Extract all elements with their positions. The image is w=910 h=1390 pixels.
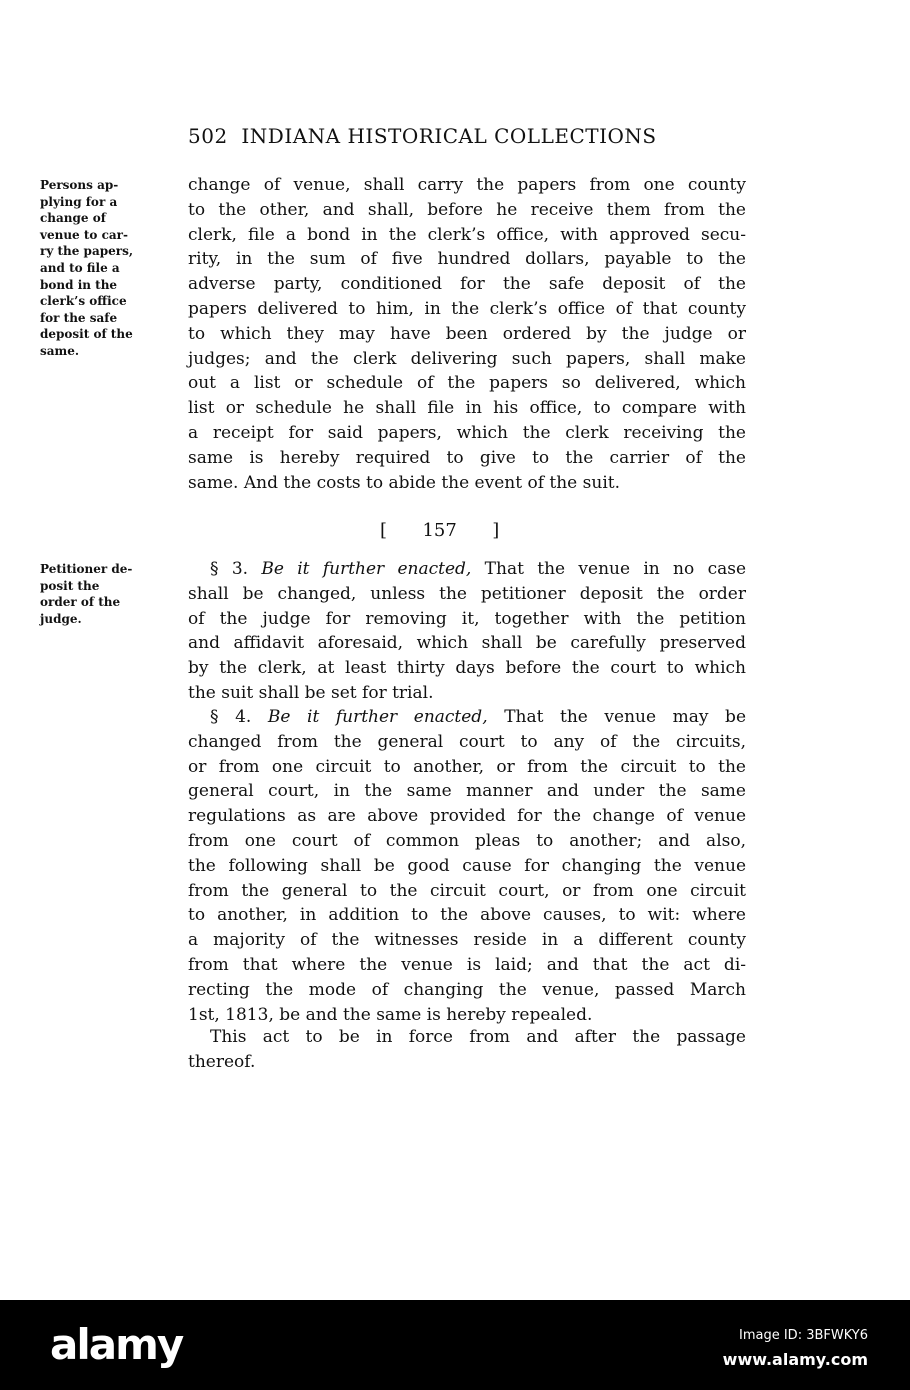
text-line: from the general to the circuit court, or from one circuit: [188, 880, 746, 901]
text-line: same is hereby required to give to the carrier of the: [188, 447, 746, 468]
text-line: papers delivered to him, in the clerk’s office of that county: [188, 299, 746, 319]
marginal-note-line: Persons ap-: [40, 178, 119, 192]
section-number: [ 157 ]: [380, 520, 500, 541]
text-line: regulations as are above provided for the change of venue: [188, 806, 746, 827]
text-line: clerk, file a bond in the clerk’s office, with approved secu-: [188, 224, 746, 245]
text-line: by the clerk, at least thirty days before the court to which: [188, 658, 746, 679]
running-header: [188, 124, 708, 148]
marginal-note-line: deposit of the: [40, 327, 133, 342]
text-line: 1st, 1813, be and the same is hereby repealed.: [188, 1004, 593, 1025]
text-line: [188, 558, 746, 580]
marginal-note-line: bond in the: [40, 277, 118, 292]
text-line: and affidavit aforesaid, which shall be carefully preserved: [188, 633, 746, 654]
text-line: the suit shall be set for trial.: [188, 683, 434, 703]
watermark-bar: [0, 1300, 910, 1390]
marginal-note-line: order of the: [40, 595, 121, 610]
text-line: a receipt for said papers, which the clerk receiving the: [188, 423, 746, 443]
marginal-note-line: judge.: [40, 611, 82, 626]
text-line: adverse party, conditioned for the safe deposit of the: [188, 274, 746, 295]
marginal-note-line: change of: [40, 211, 106, 226]
site-url: www.alamy.com: [722, 1350, 868, 1369]
text-line: rity, in the sum of five hundred dollars, payable to the: [188, 249, 746, 270]
text-line: a majority of the witnesses reside in a different county: [188, 930, 746, 951]
text-line: to the other, and shall, before he receive them from the: [188, 199, 746, 220]
marginal-note-line: Petitioner de-: [40, 562, 133, 576]
marginal-note-line: posit the: [40, 578, 100, 593]
text-line: changed from the general court to any of the circuits,: [188, 731, 746, 752]
text-line: judges; and the clerk delivering such papers, shall make: [188, 348, 746, 369]
marginal-note-line: plying for a: [40, 194, 118, 209]
marginal-note-line: venue to car-: [40, 227, 128, 242]
text-line: [188, 706, 746, 728]
text-line: out a list or schedule of the papers so delivered, which: [188, 373, 746, 394]
text-line: same. And the costs to abide the event of the suit.: [188, 472, 620, 493]
running-title: INDIANA HISTORICAL COLLECTIONS: [241, 124, 657, 148]
enacting-clause: Be it further enacted,: [267, 707, 488, 727]
text-line: to another, in addition to the above causes, to wit: where: [188, 905, 746, 926]
section-marker: § 4.: [210, 707, 252, 727]
text-line: to which they may have been ordered by the judge or: [188, 323, 746, 344]
text-line: shall be changed, unless the petitioner deposit the order: [188, 583, 746, 604]
text-line: list or schedule he shall file in his office, to compare with: [188, 398, 746, 419]
text-line: or from one circuit to another, or from the circuit to the: [188, 756, 746, 777]
marginal-note-line: same.: [40, 344, 80, 358]
marginal-note-line: for the safe: [40, 310, 118, 325]
marginal-note-line: and to file a: [40, 261, 120, 275]
lead-text: That the venue may be: [504, 707, 747, 727]
alamy-logo: alamy: [50, 1320, 183, 1369]
marginal-note-line: clerk’s office: [40, 294, 127, 309]
text-line: recting the mode of changing the venue, passed March: [188, 979, 746, 1000]
text-line: the following shall be good cause for changing the venue: [188, 855, 746, 876]
text-line: change of venue, shall carry the papers from one county: [188, 175, 746, 195]
enacting-clause: Be it further enacted,: [261, 559, 472, 579]
lead-text: That the venue in no case: [484, 559, 747, 579]
text-line: from one court of common pleas to another; and also,: [188, 831, 746, 851]
section-marker: § 3.: [210, 559, 249, 579]
text-line: from that where the venue is laid; and that the act di-: [188, 955, 746, 975]
text-line: general court, in the same manner and under the same: [188, 781, 746, 802]
marginal-note-line: ry the papers,: [40, 244, 133, 259]
text-line: of the judge for removing it, together with the petition: [188, 608, 746, 629]
text-line: thereof.: [188, 1051, 256, 1072]
image-id: Image ID: 3BFWKY6: [739, 1328, 868, 1343]
text-line: This act to be in force from and after the passage: [210, 1027, 746, 1047]
page-number: 502: [188, 124, 228, 148]
